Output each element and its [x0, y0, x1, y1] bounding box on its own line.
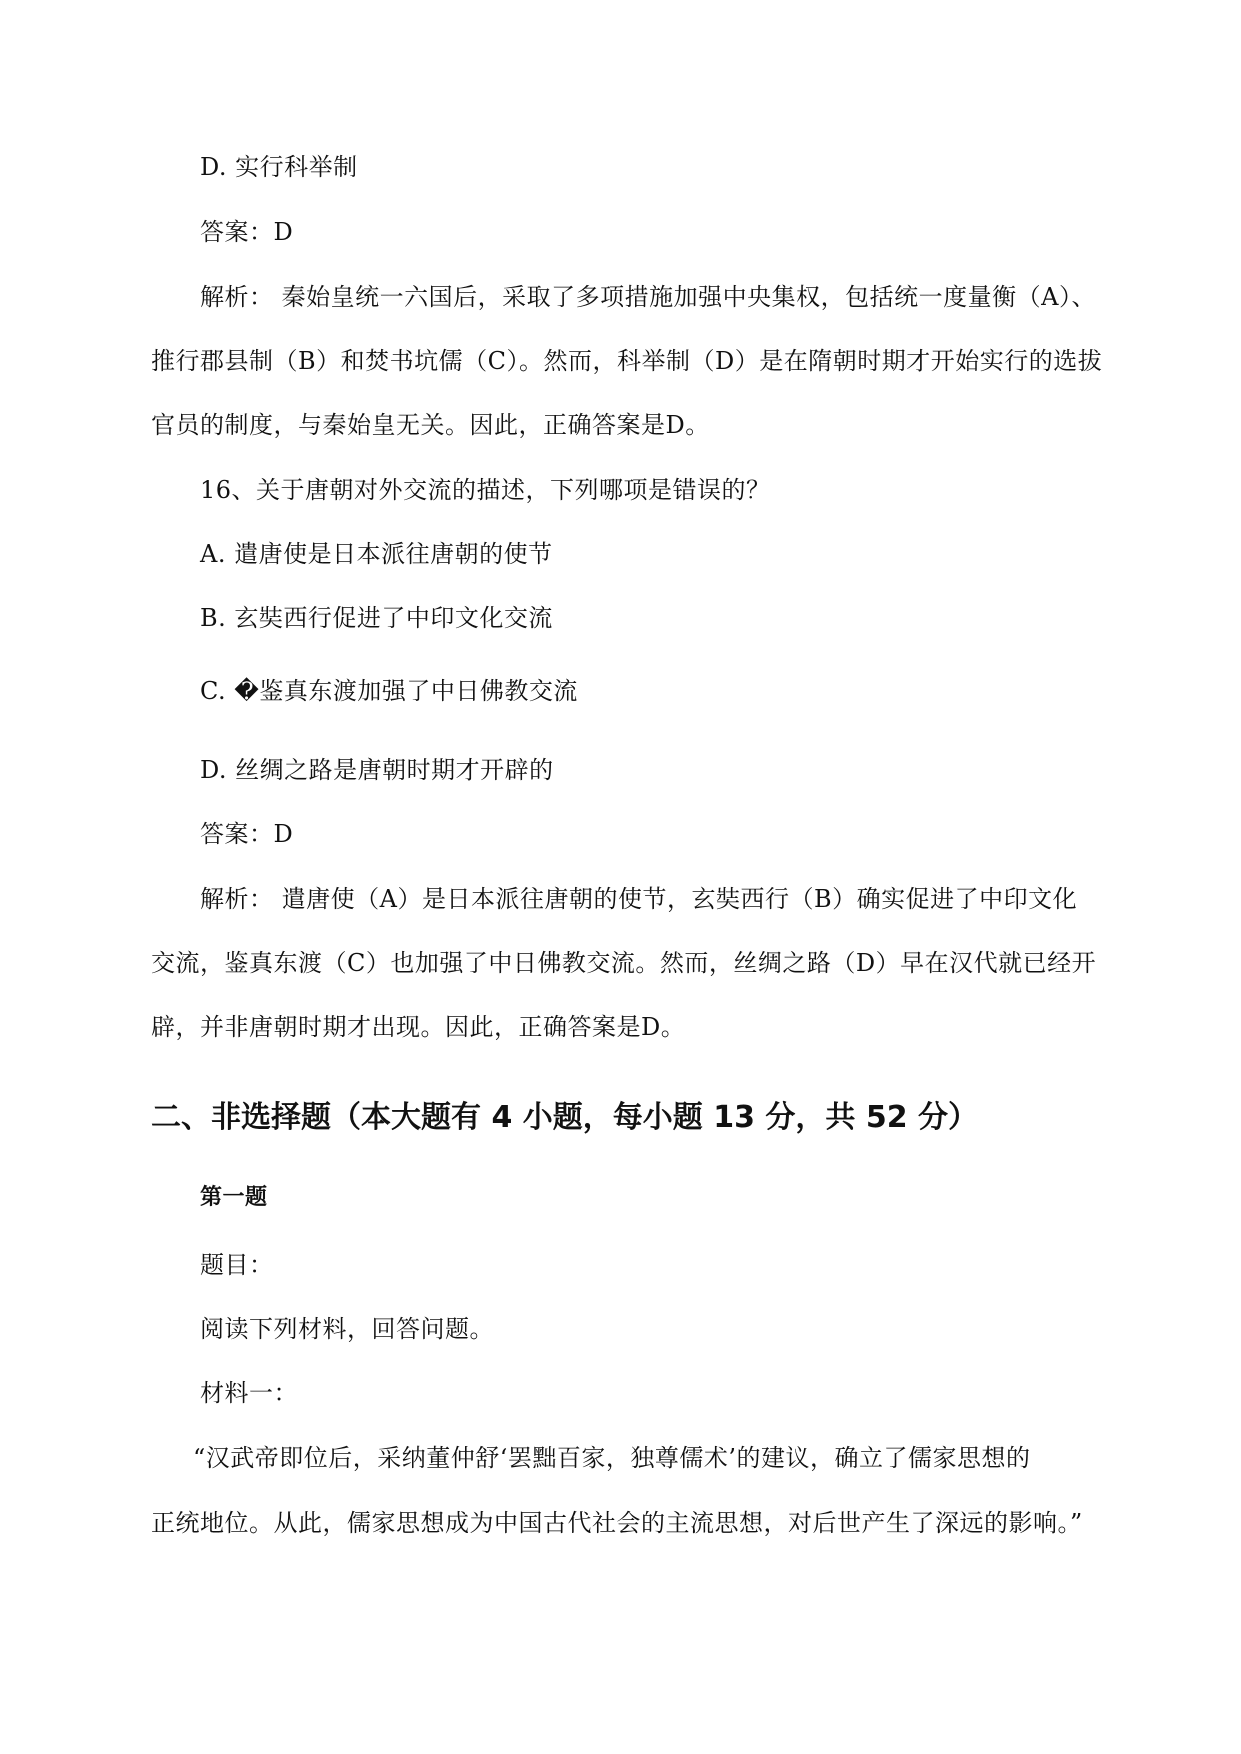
q15-analysis-line-2: 推行郡县制（B）和焚书坑儒（C）。然而，科举制（D）是在隋朝时期才开始实行的选拔 [151, 347, 1103, 375]
q15-option-d: D. 实行科举制 [200, 153, 358, 181]
q16-answer: 答案：D [200, 820, 294, 848]
reading-instruction: 阅读下列材料，回答问题。 [200, 1315, 494, 1343]
topic-label: 题目： [200, 1251, 274, 1279]
q16-stem: 16、关于唐朝对外交流的描述，下列哪项是错误的？ [200, 476, 771, 504]
q16-option-c: C. �鉴真东渡加强了中日佛教交流 [200, 677, 578, 705]
q16-analysis-line-2: 交流，鉴真东渡（C）也加强了中日佛教交流。然而，丝绸之路（D）早在汉代就已经开 [151, 949, 1097, 977]
q15-analysis-line-3: 官员的制度，与秦始皇无关。因此，正确答案是D。 [151, 411, 710, 439]
q15-answer: 答案：D [200, 218, 294, 246]
material-1-line-2: 正统地位。从此，儒家思想成为中国古代社会的主流思想，对后世产生了深远的影响。” [151, 1509, 1083, 1537]
q16-analysis-line-1: 解析： 遣唐使（A）是日本派往唐朝的使节，玄奘西行（B）确实促进了中印文化 [200, 885, 1078, 913]
q16-analysis-line-3: 辟，并非唐朝时期才出现。因此，正确答案是D。 [151, 1013, 686, 1041]
q16-option-a: A. 遣唐使是日本派往唐朝的使节 [200, 540, 553, 568]
q16-option-d: D. 丝绸之路是唐朝时期才开辟的 [200, 756, 554, 784]
q15-analysis-line-1: 解析： 秦始皇统一六国后，采取了多项措施加强中央集权，包括统一度量衡（A）、 [200, 283, 1096, 311]
section-2-heading: 二、非选择题（本大题有 4 小题，每小题 13 分，共 52 分） [151, 1100, 979, 1135]
material-1-line-1: “汉武帝即位后，采纳董仲舒‘罢黜百家，独尊儒术’的建议，确立了儒家思想的 [193, 1444, 1031, 1472]
question-1-heading: 第一题 [200, 1185, 268, 1210]
material-1-label: 材料一： [200, 1379, 298, 1407]
q16-option-b: B. 玄奘西行促进了中印文化交流 [200, 604, 553, 632]
